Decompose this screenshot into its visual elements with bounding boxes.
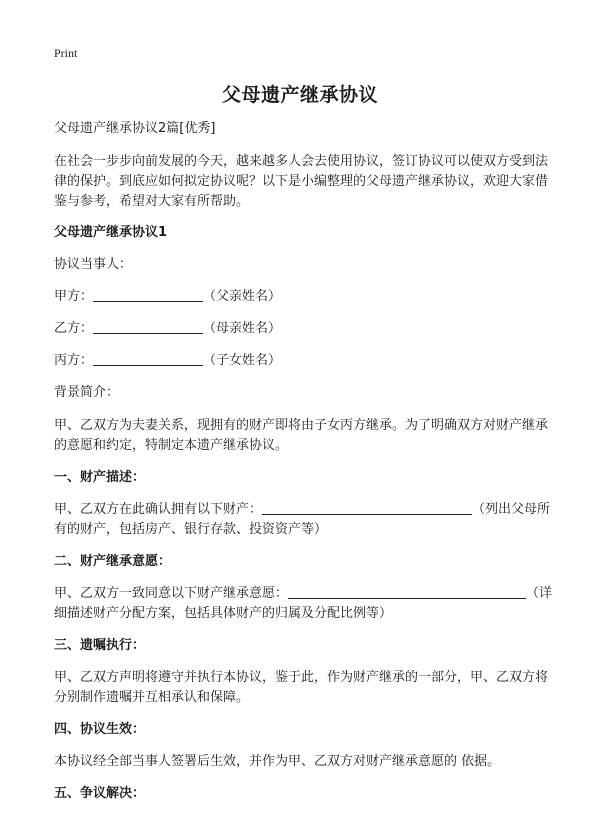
party-b-blank [93,319,203,334]
section4-heading: 四、协议生效： [54,722,146,737]
party-a-row [54,287,554,307]
party-b-note: （母亲姓名） [203,321,282,336]
section2-text-a: 甲、乙双方一致同意以下财产继承意愿： [54,586,289,601]
party-a-label: 甲方： [54,289,94,304]
party-b-label: 乙方： [54,321,94,336]
background-label: 背景简介： [54,385,120,400]
section2-text [54,584,554,624]
section1-text-a: 甲、乙双方在此确认拥有以下财产： [54,502,263,517]
section4-text: 本协议经全部当事人签署后生效，并作为甲、乙双方对财产继承意愿的 依据。 [54,754,501,769]
section2-blank [288,584,526,599]
background-text: 甲、乙双方为夫妻关系，现拥有的财产即将由子女丙方继承。为了明确双方对财产继承的意愿和约定，特制定本遗产继承协议。 [54,418,549,453]
section3-heading: 三、遗嘱执行： [54,638,146,653]
party-b-row [54,319,554,339]
party-c-row [54,351,554,371]
document-body [54,119,554,804]
party-c-blank [93,351,203,366]
agreement1-heading: 父母遗产继承协议1 [54,225,168,240]
section1-heading: 一、财产描述： [54,470,146,485]
party-a-note: （父亲姓名） [203,289,282,304]
section1-text-b: （列出父母所有的财产，包括房产、银行存款、投资资产等） [54,502,551,537]
party-a-blank [93,287,203,302]
party-c-label: 丙方： [54,353,94,368]
section1-blank [262,500,472,515]
party-c-note: （子女姓名） [203,353,282,368]
section1-text [54,500,554,540]
parties-label: 协议当事人： [54,257,133,272]
page-title: 父母遗产继承协议 [221,84,378,106]
section2-heading: 二、财产继承意愿： [54,554,172,569]
intro-paragraph: 在社会一步步向前发展的今天，越来越多人会去使用协议，签订协议可以使双方受到法律的保护。到底应如何拟定协议呢？以下是小编整理的父母遗产继承协议，欢迎大家借鉴与参考，希望对大家有所帮助。 [54,154,549,209]
section2-text-b: （详细描述财产分配方案，包括具体财产的归属及分配比例等） [54,586,553,621]
print-link[interactable]: Print [54,46,78,60]
section3-text: 甲、乙双方声明将遵守并执行本协议，鉴于此，作为财产继承的一部分，甲、乙双方将分别制作遗嘱并互相承认和保障。 [54,670,549,705]
section5-heading: 五、争议解决： [54,786,146,801]
subtitle: 父母遗产继承协议2篇[优秀] [54,121,216,136]
